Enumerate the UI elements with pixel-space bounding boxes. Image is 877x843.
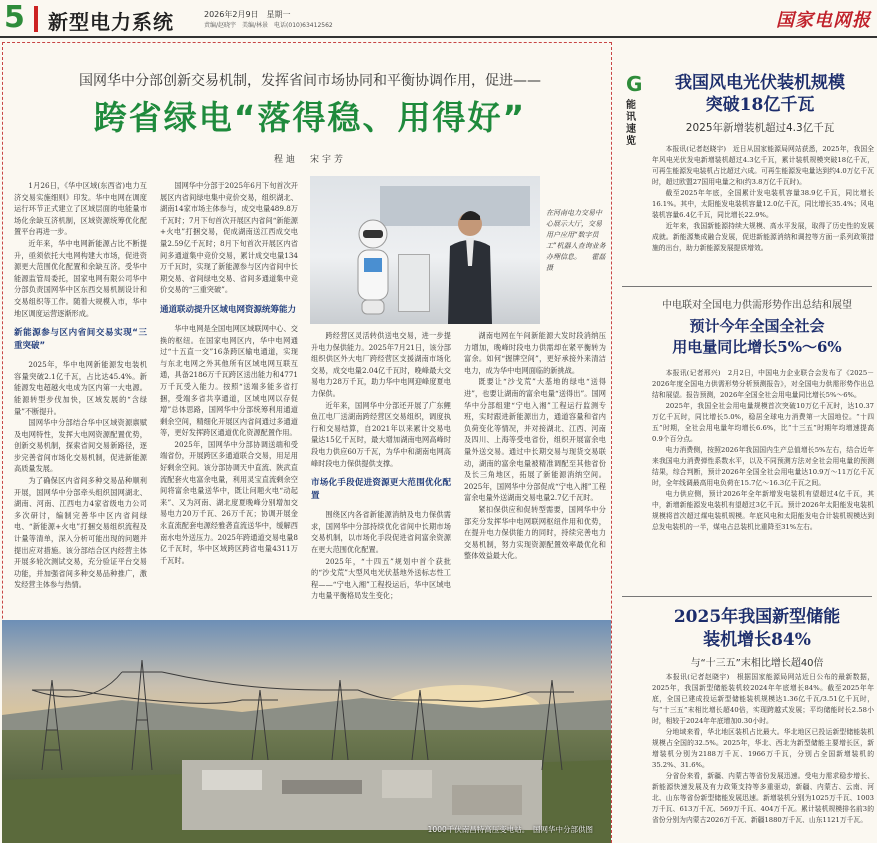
paragraph: 本报讯(记者赵晓宇) 近日从国家能源局网站获悉，2025年，我国全年风电光伏发电新增装机超过4.3亿千瓦，累计装机规模突破18亿千瓦，可再生能源发电装机占比超过六成。可再生能源发电量达到约4.0万亿千瓦时，超过欧盟27国用电量之和(约3.8万亿千瓦时)。 bbox=[652, 145, 874, 186]
paragraph: 1月26日，《华中区域(东西省)电力互济交易实施细则》印发。华中电网在调度运行环节正式建立了区域层面的电能量市场化余缺互济机制，区域资源统筹优化配置平台再进一步。 bbox=[14, 181, 147, 237]
paragraph: 2025年，国网华中分部协调送端和受端省份，开展跨区多通道联合交易，用足用好剩余空间。该分部协调天中直流、陕武直流配套火电富余电量，利用灵宝直流剩余空间将富余电量送华中，既让问题火电“动起来”、又为河南、湖北度夏晚峰分别增加交易电力20万千瓦、26万千瓦；协调开展金永直流配套电源经雅砻直流送华中，缓解西南水电外送压力。2025年跨通道交易电量8亿千瓦时，华中区域跨区跨省电量4311万千瓦时。 bbox=[160, 439, 298, 565]
photo-caption: 在河南电力交易中心展示大厅，交易用户应用“数字员工”机器人查询业务办理信息。 霍磊 摄 bbox=[546, 209, 613, 272]
exhibit-hall-photo bbox=[310, 176, 540, 324]
article-headline: 跨省绿电“落得稳、用得好” bbox=[93, 98, 527, 137]
news-brief-tag bbox=[626, 72, 644, 148]
paragraph: 截至2025年年底，全国累计发电装机容量38.9亿千瓦，同比增长16.1%。其中，太阳能发电装机容量12.0亿千瓦，同比增长35.4%；风电装机容量6.4亿千瓦，同比增长22.9%。 bbox=[652, 189, 874, 219]
editor-line: 责编/赵晓宇 美编/林景 电话(010)63412562 bbox=[204, 22, 333, 29]
story1-title-line1: 我国风电光伏装机规模 bbox=[675, 73, 845, 93]
substation-aerial-photo bbox=[2, 620, 611, 843]
masthead bbox=[0, 0, 877, 38]
self-service-kiosk bbox=[398, 254, 430, 312]
paragraph: 2025年，华中电网新能源发电装机容量突破2.1亿千瓦，占比达45.4%。新能源发电超越火电成为区内第一大电源。能源转型步伐加快，区域发展的“含绿量”不断提升。 bbox=[14, 360, 147, 416]
story2-kicker: 中电联对全国电力供需形势作出总结和展望 bbox=[662, 300, 852, 311]
newspaper-logo: 国家电网报 bbox=[776, 10, 871, 31]
page-number: 5 bbox=[4, 0, 25, 35]
paragraph: 电力供应侧，预计2026年全年新增发电装机有望超过4亿千瓦，其中，新增新能源发电装机有望超过3亿千瓦。预计2026年太阳能发电装机规模将首次超过煤电装机规模。年底风电和太阳能发电合计装机规模达到总发电装机的一半，煤电占总装机比重降至31%左右。 bbox=[652, 490, 874, 531]
tag-text: 能讯速览 bbox=[626, 100, 636, 147]
article-byline: 程迪 宋宇芳 bbox=[273, 155, 346, 165]
paragraph: 近年来，国网华中分部还开展了广东鲤鱼江电厂送湖南跨经营区交易组织，调度执行和交易结算，自2021年以来累计交易电量达15亿千瓦时，最大增加湖南电网高峰时段电力供应60万千瓦，为华中和湖南电网高峰时段电力保供提供支撑。 bbox=[311, 400, 451, 468]
tag-letter: G bbox=[626, 72, 643, 96]
paragraph: 本报讯(记者邢兴) 2月2日，中国电力企业联合会发布了《2025－2026年度全国电力供需形势分析预测报告》，对全国电力供需形势作出总结和展望。报告预测，2026年全国全社会用电量同比增长5%～6%。 bbox=[652, 369, 874, 399]
story2-title-line2: 用电量同比增长5%～6% bbox=[672, 338, 842, 356]
story2-body bbox=[652, 368, 874, 590]
section-title: 新型电力系统 bbox=[48, 10, 174, 34]
paragraph: 既要让“沙戈荒”大基地的绿电“送得进”，也要让湖南的富余电量“送得出”。国网华中分部组建“宁电入湘”工程运行监测专班，实时跟进新能源出力，通道容量和省内负荷变化等情况，并对接湖北、江西、河南及四川、上海等受电省份，组织开展富余电量外送交易。通过中长期交易与现货交易联动，湖南的富余电量被精准调配至其他省份及长三角地区，拓展了新能源消纳空间。2025年，国网华中分部促成“宁电入湘”工程富余电量外送湖南交易电量2.7亿千瓦时。 bbox=[464, 377, 606, 503]
paragraph: 紧扣保供应和促转型需要，国网华中分部充分发挥华中电网联网枢纽作用和优势，在提升电力保供能力的同时，持续完善电力交易机制，努力实现资源配置效率最优化和整体效益最大化。 bbox=[464, 504, 606, 561]
article-column-4 bbox=[464, 330, 606, 612]
story3-title bbox=[640, 606, 874, 652]
story3-body bbox=[652, 672, 874, 843]
story3-title-line2: 装机增长84% bbox=[703, 630, 811, 650]
paragraph: 湖南电网在午间新能源大发时段消纳压力增加，晚峰时段电力供需却在紧平衡转为富余。如何“握牌空间”，更好承接外来清洁电力，成为华中电网面临的新挑战。 bbox=[464, 331, 606, 375]
story3-subtitle: 与“十三五”末相比增长超40倍 bbox=[690, 658, 824, 669]
paragraph: 近年来，华中电网新能源占比不断提升，亟须依托大电网构建大市场，促进资源更大范围优化配置和余缺互济。受华中能源监管局委托，国家电网有限公司华中分部负责国网华中区东西交易机制设计和交易组织等工作。随着大规模入市，华中地区调度运营逐渐形成。 bbox=[14, 238, 147, 318]
paragraph: 跨经营区灵活转供送电交易，进一步提升电力保供能力。2025年7月21日，该分部组织供区外大电厂跨经营区支援湖南市场化交易，成交电量2.04亿千瓦时，晚峰最大交易电力28万千瓦，助力华中电网迎峰度夏电力保供。 bbox=[311, 331, 451, 398]
article-column-3 bbox=[311, 330, 451, 612]
substation-illustration bbox=[2, 620, 611, 843]
story2-title-line1: 预计今年全国全社会 bbox=[689, 317, 825, 335]
date-line: 2026年2月9日 星期一 bbox=[204, 10, 291, 19]
divider bbox=[622, 286, 872, 287]
story1-body bbox=[652, 144, 874, 280]
paragraph: 电力消费侧，按照2026年我国国内生产总值增长5%左右，结合近年来我国电力消费弹性系数水平，以及不同预测方法对全社会用电量的预测结果，综合判断，预计2026年全国全社会用电量达10.9万～11万亿千瓦时，全年线调最高用电负荷在15.7亿～16.3亿千瓦之间。 bbox=[652, 446, 874, 487]
paragraph: 国网华中分部于2025年6月下旬首次开展区内省间绿电集中竞价交易，组织湖北、湖南14家市场主体参与，成交电量489.8万千瓦时；7月下旬首次开展区内省间“新能源+火电”打捆交易，促成湖南送江西成交电量2.59亿千瓦时；8月下旬首次开展区内省间多通道集中竞价交易，累计成交电量134万千瓦时，实现了新能源参与区内省间中长期交易、省间绿电交易、省间多通道集中竞价交易的“三重突破”。 bbox=[160, 181, 298, 295]
article-column-1 bbox=[14, 180, 147, 612]
story1-title bbox=[650, 72, 870, 116]
paragraph: 分地域来看，华北地区装机占比最大。华北地区已投运新型储能装机规模占全国的32.5%。2025年，华北、西北为新型储能主要增长区，新增装机分别为2188万千瓦、1966万千瓦，分别占全国新增装机的35.2%、31.6%。 bbox=[652, 728, 874, 769]
masthead-accent-bar bbox=[34, 6, 38, 32]
story3-title-line1: 2025年我国新型储能 bbox=[673, 607, 841, 627]
paragraph: 本报讯(记者赵晓宇) 根据国家能源局网站近日公布的最新数据，2025年，我国新型储能装机较2024年年底增长84%。截至2025年年底，全国已建成投运新型储能装机规模达1.36亿千瓦/3.51亿千瓦时，与“十三五”末相比增长超40倍，实现跨越式发展；平均储能时长2.58小时，相较于2024年年底增加0.30小时。 bbox=[652, 673, 874, 725]
story1-subtitle: 2025年新增装机超过4.3亿千瓦 bbox=[685, 122, 835, 134]
divider bbox=[622, 596, 872, 597]
story1-title-line2: 突破18亿千瓦 bbox=[705, 95, 815, 115]
paragraph: 华中电网是全国电网区域联网中心、交换的枢纽。在国家电网区内，华中电网通过“十五直一交”16条跨区输电通道，实现与东北电网之外其他所有区域电网互联互通，具备2186万千瓦跨区送出能力和4771万千瓦受入能力。按照“送端多能多省打捆，受端多省共享通道，区域电网以存促增”总体思路，国网华中分部统筹利用通道剩余空间，精细化开展区内省间通过多通道等，更好发挥跨区通道优化资源配置作用。 bbox=[160, 323, 298, 438]
paragraph: 分省份来看，新疆、内蒙古等省份发展迅速。受电力需求稳步增长、新能源快速发展及有力政策支持等多重驱动，新疆、内蒙古、云南、河北、山东等省份新型储能发展迅速。新增装机分别为1025万千瓦、1003万千瓦、613万千瓦、569万千瓦、404万千瓦。累计装机规模排名前3的省份分别为内蒙古2026万千瓦、新疆1880万千瓦、山东1121万千瓦。 bbox=[652, 772, 874, 824]
paragraph: 2025年，我国全社会用电量规模首次突破10万亿千瓦时，达10.37万亿千瓦时，同比增长5.0%，稳居全球电力消费第一大国地位。“十四五”时期，全社会用电量年均增长6.6%，比“十三五”时期年均增速提高0.9个百分点。 bbox=[652, 402, 874, 443]
paragraph: 为了确保区内省间多种交易品种顺利开展，国网华中分部牵头组织国网湖北、湖南、河南、江西电力4家省级电力公司多次研讨，编制完善华中区内省间绿电、“新能源+火电”打捆交易组织流程及计量等清单，深入分析可能出现的问题并提出应对措施。该分部结合区内经营主体开展多轮次测试交易，充分验证平台交易功能，并加强省间多种交易品种推广，激发经营主体参与热情。 bbox=[14, 476, 147, 590]
story2-title bbox=[640, 316, 874, 358]
paragraph: 国网华中分部结合华中区域资源禀赋及电网特性，发挥大电网资源配置优势，创新交易机制，探索省间交易新路径，逐步完善省间市场化交易机制，促进新能源高质量发展。 bbox=[14, 418, 147, 474]
subheading: 新能源参与区内省间交易实现“三重突破” bbox=[14, 328, 147, 352]
article-kicker: 国网华中分部创新交易机制，发挥省间市场协同和平衡协调作用，促进—— bbox=[79, 73, 541, 89]
subheading: 通道联动提升区域电网资源统筹能力 bbox=[160, 304, 297, 315]
paragraph: 近年来，我国新能源持续大规模、高水平发展，取得了历史性的发展成就。新能源集成融合发展，促进新能源消纳和调控等方面一系列政策措施的出台，助力新能源发展提质增效。 bbox=[652, 222, 874, 252]
service-robot-image bbox=[350, 216, 396, 316]
photo-caption: 1000千伏南昌特高压变电站。 国网华中分部供图 bbox=[427, 825, 593, 834]
article-column-2 bbox=[160, 180, 298, 612]
paragraph: 围绕区内各省新能源消纳及电力保供需求，国网华中分部持续优化省间中长期市场交易机制，以市场化手段促进省间富余资源在更大范围优化配置。 bbox=[311, 510, 451, 554]
subheading: 市场化手段促进资源更大范围优化配置 bbox=[311, 478, 451, 502]
person-image bbox=[440, 206, 500, 324]
paragraph: 2025年，“十四五”规划中首个获批的“沙戈荒”大型风电光伏基地外送标志性工程——“宁电入湘”工程投运后，华中区域电力电量平衡格局发生变化； bbox=[311, 556, 451, 601]
